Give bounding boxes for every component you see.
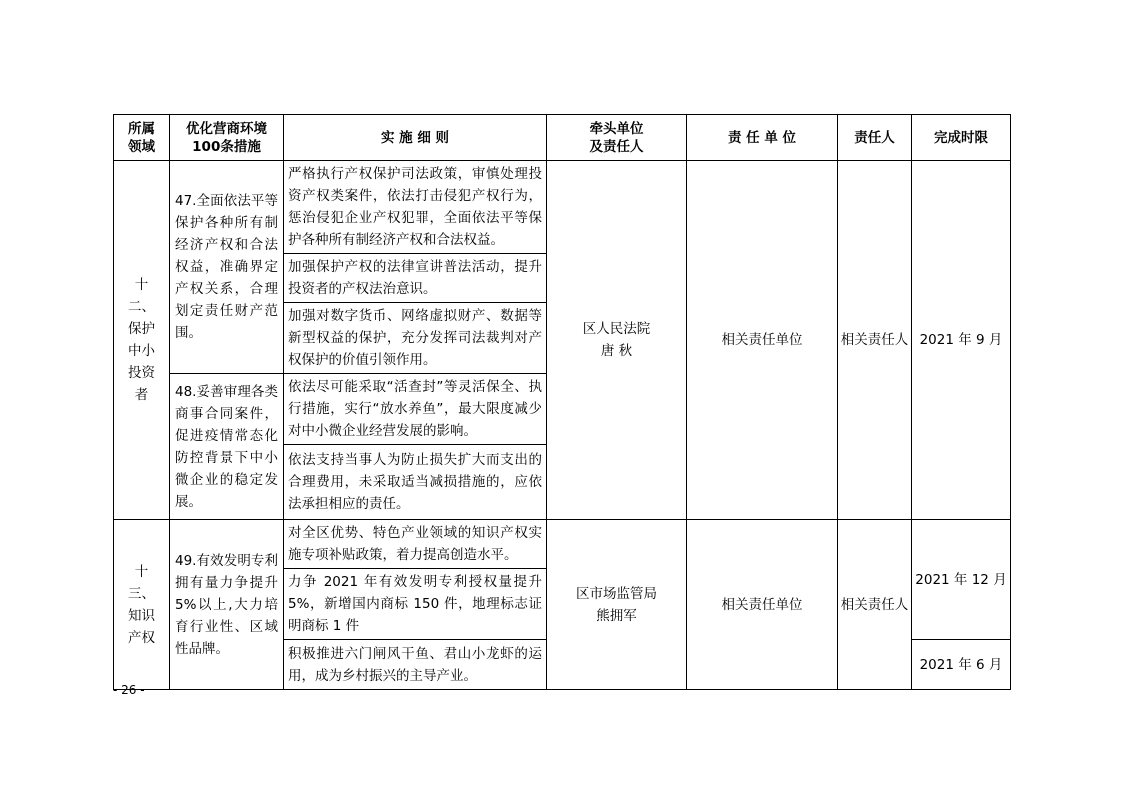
- lead-cell: [547, 520, 687, 690]
- measure-cell: 48.妥善审理各类商事合同案件，促进疫情常态化防控背景下中小微企业的稳定发展。: [170, 374, 284, 520]
- detail-cell: 加强对数字货币、网络虚拟财产、数据等新型权益的保护，充分发挥司法裁判对产权保护的价值引领作用。: [284, 303, 547, 374]
- deadline-cell: 2021 年 6 月: [912, 640, 1011, 690]
- detail-cell: 依法支持当事人为防止损失扩大而支出的合理费用，未采取适当减损措施的，应依法承担相应的责任。: [284, 445, 547, 520]
- detail-cell: 积极推进六门闸风干鱼、君山小龙虾的运用，成为乡村振兴的主导产业。: [284, 640, 547, 690]
- header-domain: 所属领域: [114, 115, 170, 161]
- header-detail: 实 施 细 则: [284, 115, 547, 161]
- header-lead: 牵头单位及责任人: [547, 115, 687, 161]
- person-cell: 相关责任人: [838, 161, 912, 520]
- measures-table: [113, 114, 1011, 690]
- units-cell: 相关责任单位: [687, 161, 838, 520]
- deadline-cell: 2021 年 9 月: [912, 161, 1011, 520]
- header-measure: 优化营商环境100条措施: [170, 115, 284, 161]
- domain-cell: 十二、保护中小投资者: [114, 161, 170, 520]
- domain-cell: 十三、知识产权: [114, 520, 170, 690]
- units-cell: 相关责任单位: [687, 520, 838, 690]
- detail-cell: 力争 2021 年有效发明专利授权量提升 5%，新增国内商标 150 件，地理标志证明商标 1 件: [284, 569, 547, 640]
- header-deadline: 完成时限: [912, 115, 1011, 161]
- table-row: [114, 520, 1011, 569]
- measure-cell: 49.有效发明专利拥有量力争提升 5%以上,大力培育行业性、区域性品牌。: [170, 520, 284, 690]
- deadline-cell: 2021 年 12 月: [912, 520, 1011, 640]
- page-number: - 26 -: [113, 683, 145, 697]
- lead-person: 熊拥军: [596, 607, 637, 624]
- detail-cell: 严格执行产权保护司法政策，审慎处理投资产权类案件，依法打击侵犯产权行为，惩治侵犯企业产权犯罪，全面依法平等保护各种所有制经济产权和合法权益。: [284, 161, 547, 254]
- table-row: [114, 161, 1011, 254]
- lead-person: 唐 秋: [600, 343, 633, 359]
- lead-unit: 区市场监管局: [576, 585, 657, 602]
- detail-cell: 依法尽可能采取“活查封”等灵活保全、执行措施，实行“放水养鱼”，最大限度减少对中小微企业经营发展的影响。: [284, 374, 547, 445]
- lead-cell: [547, 161, 687, 520]
- person-cell: 相关责任人: [838, 520, 912, 690]
- header-row: [114, 115, 1011, 161]
- header-person: 责任人: [838, 115, 912, 161]
- header-units: 责 任 单 位: [687, 115, 838, 161]
- measure-cell: 47.全面依法平等保护各种所有制经济产权和合法权益，准确界定产权关系，合理划定责任财产范围。: [170, 161, 284, 374]
- detail-cell: 加强保护产权的法律宣讲普法活动，提升投资者的产权法治意识。: [284, 254, 547, 303]
- detail-cell: 对全区优势、特色产业领域的知识产权实施专项补贴政策，着力提高创造水平。: [284, 520, 547, 569]
- lead-unit: 区人民法院: [582, 321, 651, 337]
